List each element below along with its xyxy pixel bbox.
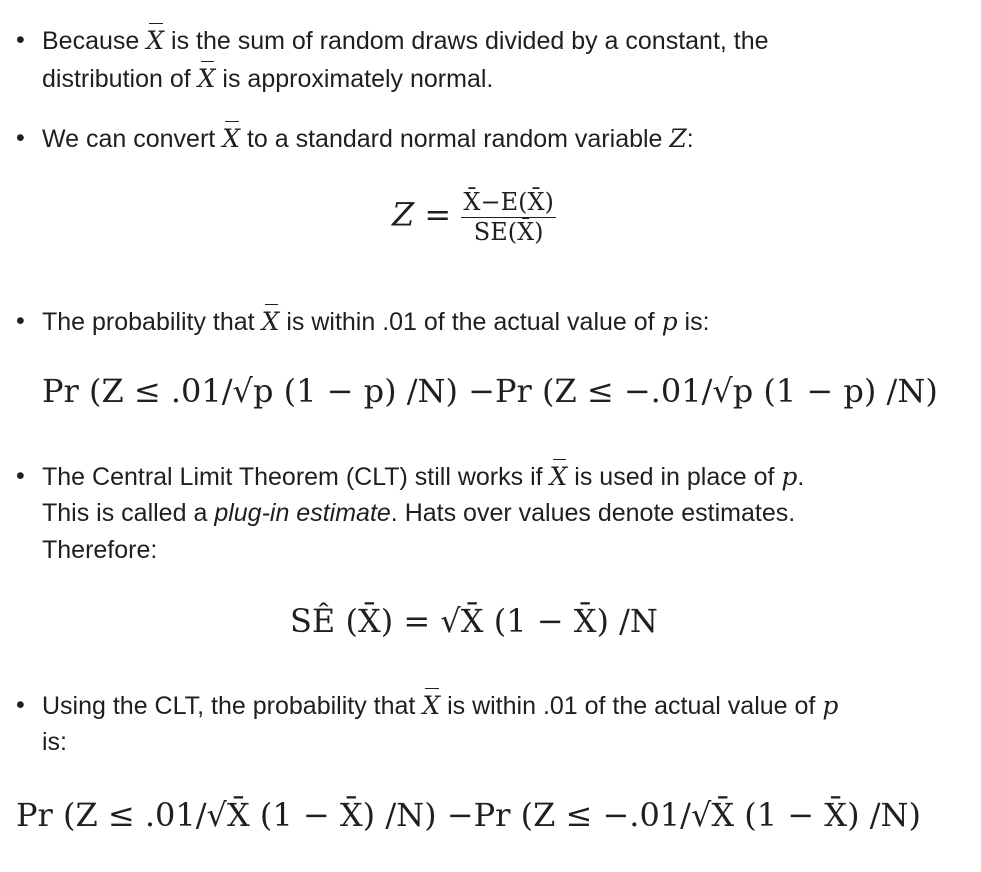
text: . Hats over values denote estimates.: [390, 499, 796, 527]
formula-probability-xbar: Pr (Z ≤ .01/√X̄ (1 − X̄) /N) −Pr (Z ≤ −.01/√X̄ (1 − X̄) /N): [16, 796, 921, 834]
xbar-symbol: X: [262, 303, 280, 340]
xbar-symbol: X: [222, 120, 240, 157]
formula-z-definition: [392, 188, 556, 246]
fraction-numerator: X̄−E(X̄): [463, 188, 554, 216]
text: is:: [684, 308, 710, 336]
text: is used in place of: [574, 463, 775, 491]
xbar-symbol: X: [146, 22, 164, 59]
paragraph-1: [42, 22, 769, 60]
text: is within .01 of the actual value of: [447, 692, 816, 720]
text: distribution of: [42, 65, 191, 93]
bullet-marker: •: [16, 124, 25, 152]
fraction-denominator: SE(X̄): [473, 218, 544, 246]
text: The probability that: [42, 308, 255, 336]
xbar-symbol: X: [422, 687, 440, 724]
emphasis-text: plug-in estimate: [214, 499, 391, 527]
math-var: p: [661, 307, 678, 336]
bullet-marker: •: [16, 691, 25, 719]
paragraph-3: [42, 303, 710, 341]
text: .: [797, 463, 805, 491]
formula-lhs: Z =: [392, 195, 452, 234]
fraction: [461, 188, 556, 246]
paragraph-4-line-2: [42, 495, 795, 532]
text: is the sum of random draws divided by a constant, the: [171, 27, 769, 55]
xbar-symbol: X: [198, 60, 216, 97]
bullet-marker: •: [16, 462, 25, 490]
bullet-marker: •: [16, 26, 25, 54]
formula-se-hat: SÊ (X̄) = √X̄ (1 − X̄) /N: [290, 602, 658, 640]
text: Using the CLT, the probability that: [42, 692, 416, 720]
text: This is called a: [42, 499, 208, 527]
math-var: p: [781, 462, 798, 491]
paragraph-1-line-2: [42, 60, 493, 98]
text: Because: [42, 27, 140, 55]
text: We can convert: [42, 125, 216, 153]
paragraph-4-line-3: Therefore:: [42, 536, 158, 564]
text: is approximately normal.: [222, 65, 494, 93]
text: :: [686, 125, 694, 153]
paragraph-5: [42, 687, 838, 725]
text: is within .01 of the actual value of: [286, 308, 655, 336]
formula-probability-p: Pr (Z ≤ .01/√p (1 − p) /N) −Pr (Z ≤ −.01/√p (1 − p) /N): [42, 372, 938, 410]
paragraph-2: [42, 120, 694, 158]
xbar-symbol: X: [550, 458, 568, 495]
text: The Central Limit Theorem (CLT) still works if: [42, 463, 543, 491]
paragraph-4: [42, 458, 804, 496]
paragraph-5-line-2: is:: [42, 728, 67, 756]
bullet-marker: •: [16, 307, 25, 335]
math-var: Z: [669, 124, 687, 153]
math-var: p: [822, 691, 839, 720]
text: to a standard normal random variable: [246, 125, 663, 153]
